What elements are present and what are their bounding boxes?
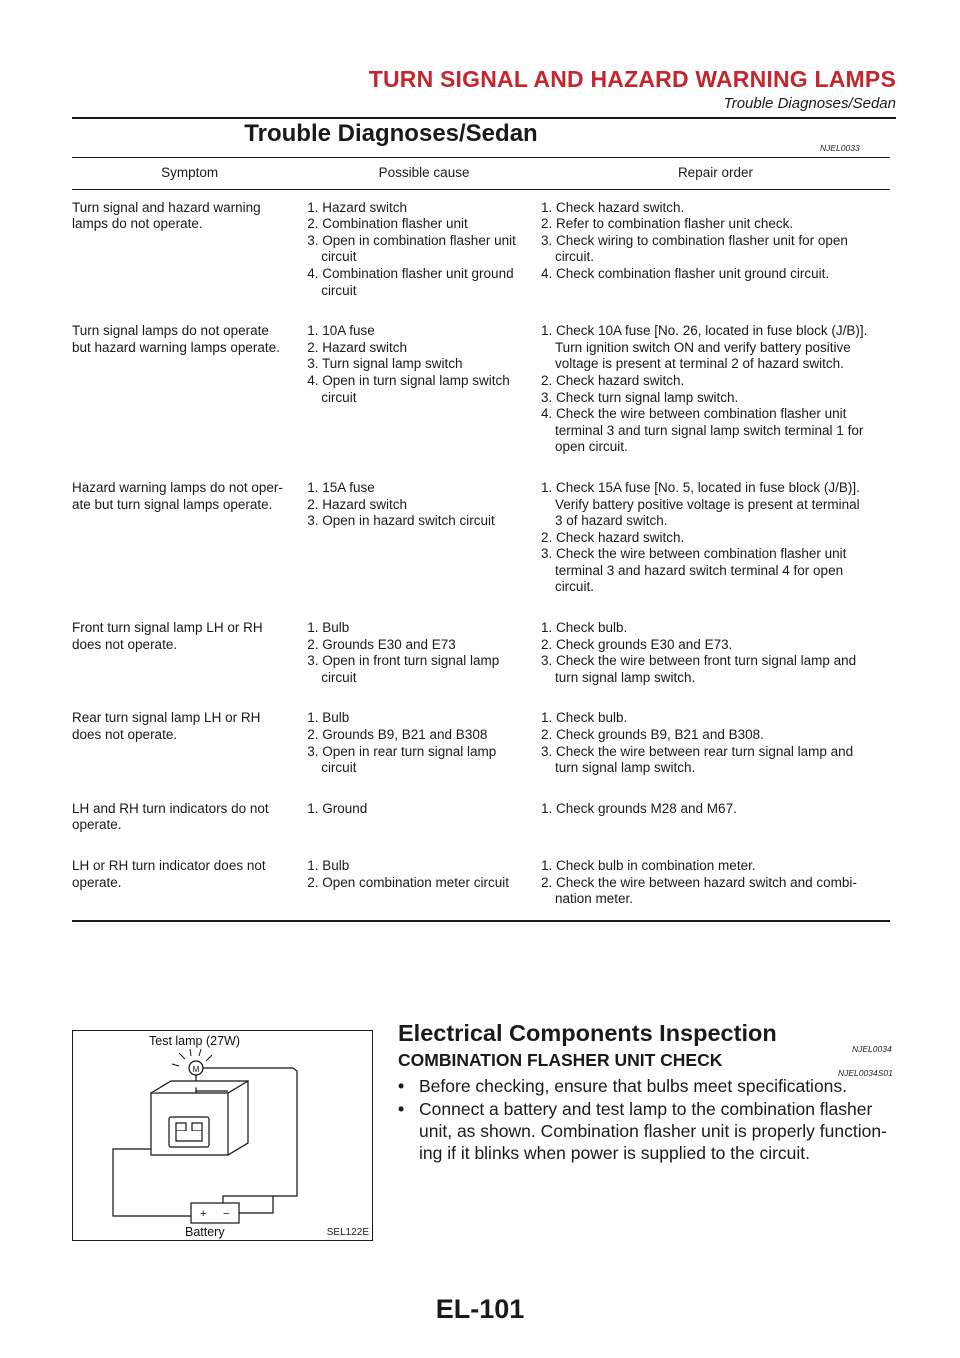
cause-item-text: Open in turn signal lamp switch <box>322 372 510 388</box>
repair-step <box>541 513 888 530</box>
cause-item-number: 4. <box>307 265 319 281</box>
cause-item <box>307 727 539 744</box>
cause-cell <box>307 313 541 470</box>
repair-step-text: Check the wire between rear turn signal lamp and <box>555 743 854 759</box>
repair-step-number: 4. <box>540 265 553 281</box>
cause-item-text: Open in rear turn signal lamp <box>322 743 497 759</box>
table-row <box>72 610 890 700</box>
cause-item-number: 3. <box>307 743 319 759</box>
table-row <box>72 791 890 848</box>
symptom-cell: Hazard warning lamps do not oper- ate but turn signal lamps operate. <box>72 479 283 512</box>
cause-item-number: 3. <box>307 356 319 372</box>
repair-step-number: 2. <box>540 372 553 388</box>
repair-step <box>541 563 888 580</box>
cause-item-number: 4. <box>307 372 319 388</box>
cause-item <box>307 653 539 670</box>
cause-item-text: Hazard switch <box>322 199 407 215</box>
cause-item-number: 1. <box>307 479 319 495</box>
repair-step-text: Check grounds B9, B21 and B308. <box>555 727 764 743</box>
cause-item-text: Combination flasher unit ground <box>322 265 514 281</box>
inspection-subcode: NJEL0034S01 <box>838 1068 893 1078</box>
repair-step-number: 1. <box>540 323 553 339</box>
repair-step-text: Check the wire between combination flasher unit <box>555 546 847 562</box>
repair-cell <box>541 189 890 313</box>
cause-item <box>307 670 539 687</box>
inspection-subtitle: COMBINATION FLASHER UNIT CHECK <box>398 1050 723 1070</box>
cause-item-text: Bulb <box>322 858 350 873</box>
cause-cell <box>307 470 541 610</box>
repair-step-number: 1. <box>540 199 553 215</box>
cause-item <box>307 760 539 777</box>
repair-step-text: Check 10A fuse [No. 26, located in fuse block (J/B)]. <box>555 323 868 339</box>
symptom-cell: LH or RH turn indicator does not operate. <box>72 848 307 921</box>
symptom-cell: Turn signal lamps do not operate but hazard warning lamps operate. <box>72 323 280 355</box>
inspection-title: Electrical Components Inspection <box>398 1020 777 1046</box>
symptom-cell: Rear turn signal lamp LH or RH does not operate. <box>72 710 261 743</box>
repair-step-text: Check hazard switch. <box>555 372 685 388</box>
table-row <box>72 470 890 610</box>
repair-step-text: 3 of hazard switch. <box>554 513 668 529</box>
repair-step <box>541 390 888 407</box>
cause-item-text: Open combination meter circuit <box>322 874 510 890</box>
cause-item-number: 1. <box>307 620 319 636</box>
repair-step-text: Check hazard switch. <box>555 199 685 215</box>
cause-item-number: 1. <box>307 800 319 816</box>
repair-step-text: Check the wire between front turn signal lamp and <box>555 653 857 669</box>
repair-step <box>541 480 888 497</box>
cause-item-text: Open in combination flasher unit <box>322 232 516 248</box>
repair-step-text: Turn ignition switch ON and verify battery positive <box>554 339 851 355</box>
repair-step <box>541 858 888 875</box>
inspection-bullet <box>398 1098 893 1164</box>
section-code: NJEL0033 <box>820 143 860 153</box>
running-header-subtitle: Trouble Diagnoses/Sedan <box>723 95 896 112</box>
header-repair-order: Repair order <box>541 158 890 190</box>
repair-step-text: turn signal lamp switch. <box>554 669 696 685</box>
cause-item-text: 15A fuse <box>322 479 375 495</box>
cause-cell <box>307 791 541 848</box>
lamp-mark: M <box>192 1065 200 1074</box>
symptom-cell: LH and RH turn indicators do not operate. <box>72 800 269 833</box>
page-number: EL-101 <box>435 1294 525 1324</box>
cause-cell <box>307 848 541 921</box>
cause-item <box>307 801 539 818</box>
repair-step-number: 2. <box>540 874 553 890</box>
cause-item-number: 3. <box>307 232 319 248</box>
repair-step <box>541 710 888 727</box>
repair-step-number: 1. <box>540 710 553 726</box>
repair-step-number: 3. <box>540 232 553 248</box>
repair-step <box>541 760 888 777</box>
repair-step-text: terminal 3 and turn signal lamp switch terminal 1 for <box>554 422 864 438</box>
repair-step <box>541 216 888 233</box>
repair-step-text: terminal 3 and hazard switch terminal 4 for open <box>554 562 844 578</box>
cause-item-number: 1. <box>307 858 319 873</box>
figure-caption: SEL122E <box>326 1227 369 1238</box>
cause-item <box>307 513 539 530</box>
table-row <box>72 189 890 313</box>
cause-item-number: 2. <box>307 216 319 232</box>
cause-item-text: Grounds E30 and E73 <box>322 636 456 652</box>
repair-step-number: 1. <box>540 479 553 495</box>
table-row <box>72 848 890 921</box>
cause-item-text: Hazard switch <box>322 496 407 512</box>
repair-step-number: 2. <box>540 216 553 232</box>
repair-step <box>541 423 888 440</box>
header-divider <box>72 117 896 119</box>
repair-step-text: Check bulb. <box>555 620 628 636</box>
bullet-icon: • <box>398 1076 405 1096</box>
cause-item <box>307 637 539 654</box>
cause-item <box>307 200 539 217</box>
repair-cell <box>541 470 890 610</box>
repair-step-number: 2. <box>540 529 553 545</box>
cause-item-text: Bulb <box>322 620 350 636</box>
repair-cell <box>541 791 890 848</box>
cause-item-text: circuit <box>321 282 357 298</box>
cause-item <box>307 340 539 357</box>
battery-icon <box>191 1203 239 1223</box>
repair-step-number: 4. <box>540 406 553 422</box>
flasher-test-figure <box>72 1030 373 1241</box>
repair-step-text: Check hazard switch. <box>555 529 685 545</box>
running-header-title: TURN SIGNAL AND HAZARD WARNING LAMPS <box>368 66 896 92</box>
cause-item <box>307 249 539 266</box>
cause-item-text: Hazard switch <box>322 339 407 355</box>
cause-item <box>307 497 539 514</box>
repair-step <box>541 356 888 373</box>
test-lamp-label: Test lamp (27W) <box>149 1034 240 1048</box>
inspection-code: NJEL0034 <box>852 1044 892 1054</box>
repair-step <box>541 891 888 908</box>
bullet-text: Before checking, ensure that bulbs meet specifications. <box>419 1076 848 1096</box>
repair-step-text: Check bulb in combination meter. <box>555 858 756 873</box>
repair-step-text: Check 15A fuse [No. 5, located in fuse block (J/B)]. <box>555 479 860 495</box>
repair-step-number: 3. <box>540 653 553 669</box>
cause-item <box>307 390 539 407</box>
cause-item-text: circuit <box>321 760 357 776</box>
cause-item-number: 2. <box>307 496 319 512</box>
table-row <box>72 700 890 790</box>
cause-item-number: 3. <box>307 653 319 669</box>
repair-step <box>541 340 888 357</box>
header-symptom: Symptom <box>72 158 307 190</box>
repair-step-number: 2. <box>540 636 553 652</box>
cause-item-text: circuit <box>321 389 357 405</box>
cause-item-text: Combination flasher unit <box>322 216 468 232</box>
repair-step-text: Refer to combination flasher unit check. <box>555 216 794 232</box>
cause-item-number: 2. <box>307 339 319 355</box>
repair-step-number: 3. <box>540 546 553 562</box>
repair-step <box>541 653 888 670</box>
repair-step-number: 1. <box>540 858 553 873</box>
cause-item-number: 1. <box>307 199 319 215</box>
repair-step <box>541 439 888 456</box>
repair-step-text: Check turn signal lamp switch. <box>555 389 739 405</box>
repair-step <box>541 497 888 514</box>
repair-step <box>541 249 888 266</box>
cause-item-text: circuit <box>321 669 357 685</box>
cause-item <box>307 480 539 497</box>
cause-item-text: Ground <box>322 800 368 816</box>
repair-step-text: circuit. <box>554 579 594 595</box>
cause-item-number: 2. <box>307 636 319 652</box>
cause-item <box>307 356 539 373</box>
cause-item-number: 3. <box>307 513 319 529</box>
repair-cell <box>541 848 890 921</box>
repair-step-number: 3. <box>540 743 553 759</box>
section-title: Trouble Diagnoses/Sedan <box>244 120 538 147</box>
repair-step-text: open circuit. <box>554 439 628 455</box>
cause-item-number: 2. <box>307 874 319 890</box>
cause-cell <box>307 610 541 700</box>
cause-item-number: 1. <box>307 323 319 339</box>
cause-item <box>307 620 539 637</box>
repair-step-text: circuit. <box>554 249 594 265</box>
repair-step <box>541 200 888 217</box>
cause-item <box>307 323 539 340</box>
cause-item-text: Turn signal lamp switch <box>321 356 463 372</box>
repair-step-text: Check the wire between hazard switch and combi- <box>555 874 857 890</box>
cause-item <box>307 233 539 250</box>
repair-cell <box>541 700 890 790</box>
cause-item-text: 10A fuse <box>322 323 375 339</box>
cause-item-text: Open in front turn signal lamp <box>322 653 500 669</box>
table-body <box>72 189 890 921</box>
diagnosis-table <box>72 157 890 922</box>
repair-step-text: Check the wire between combination flasher unit <box>555 406 847 422</box>
repair-step-number: 1. <box>540 620 553 636</box>
inspection-bullet <box>398 1075 893 1097</box>
cause-item <box>307 744 539 761</box>
repair-step-text: Check grounds E30 and E73. <box>555 636 733 652</box>
cause-item <box>307 875 539 892</box>
cause-item <box>307 710 539 727</box>
header-possible-cause: Possible cause <box>307 158 541 190</box>
repair-step <box>541 801 888 818</box>
repair-step-text: nation meter. <box>554 891 633 907</box>
repair-step-text: Check bulb. <box>555 710 628 726</box>
repair-step <box>541 323 888 340</box>
symptom-cell: Turn signal and hazard warning lamps do not operate. <box>72 199 261 232</box>
repair-step <box>541 875 888 892</box>
repair-step <box>541 744 888 761</box>
repair-step-text: turn signal lamp switch. <box>554 760 696 776</box>
cause-item-text: Open in hazard switch circuit <box>322 513 495 529</box>
repair-step <box>541 637 888 654</box>
cause-item-text: Bulb <box>322 710 350 726</box>
repair-step-text: Check wiring to combination flasher unit for open <box>555 232 848 248</box>
repair-step-text: Check grounds M28 and M67. <box>555 800 737 816</box>
repair-step <box>541 373 888 390</box>
repair-step-text: Check combination flasher unit ground circuit. <box>555 265 830 281</box>
repair-step <box>541 546 888 563</box>
cause-item <box>307 373 539 390</box>
battery-minus-icon: − <box>223 1208 230 1220</box>
repair-step <box>541 530 888 547</box>
cause-item-number: 1. <box>307 710 319 726</box>
repair-cell <box>541 313 890 470</box>
repair-step-text: voltage is present at terminal 2 of hazard switch. <box>554 356 844 372</box>
cause-item <box>307 283 539 300</box>
repair-step <box>541 233 888 250</box>
cause-item-text: Grounds B9, B21 and B308 <box>322 727 488 743</box>
table-header-row <box>72 158 890 190</box>
repair-cell <box>541 610 890 700</box>
battery-plus-icon: + <box>200 1208 207 1220</box>
repair-step <box>541 579 888 596</box>
battery-label: Battery <box>185 1225 225 1239</box>
flasher-test-diagram <box>73 1031 372 1240</box>
bullet-icon: • <box>398 1099 405 1119</box>
repair-step-number: 3. <box>540 389 553 405</box>
cause-item-number: 2. <box>307 727 319 743</box>
bullet-text: Connect a battery and test lamp to the combination flasher unit, as shown. Combination flasher unit is properly function- ing if it blinks when power is supplied to the circuit. <box>419 1099 887 1163</box>
repair-step <box>541 406 888 423</box>
repair-step-number: 1. <box>540 800 553 816</box>
flasher-unit-icon <box>151 1081 248 1155</box>
repair-step <box>541 620 888 637</box>
repair-step <box>541 670 888 687</box>
symptom-cell: Front turn signal lamp LH or RH does not operate. <box>72 620 263 652</box>
cause-cell <box>307 700 541 790</box>
cause-item <box>307 216 539 233</box>
cause-item <box>307 266 539 283</box>
cause-item <box>307 858 539 875</box>
cause-cell <box>307 189 541 313</box>
cause-item-text: circuit <box>321 249 357 265</box>
table-row <box>72 313 890 470</box>
repair-step <box>541 727 888 744</box>
repair-step-text: Verify battery positive voltage is present at terminal <box>554 496 860 512</box>
repair-step <box>541 266 888 283</box>
repair-step-number: 2. <box>540 727 553 743</box>
